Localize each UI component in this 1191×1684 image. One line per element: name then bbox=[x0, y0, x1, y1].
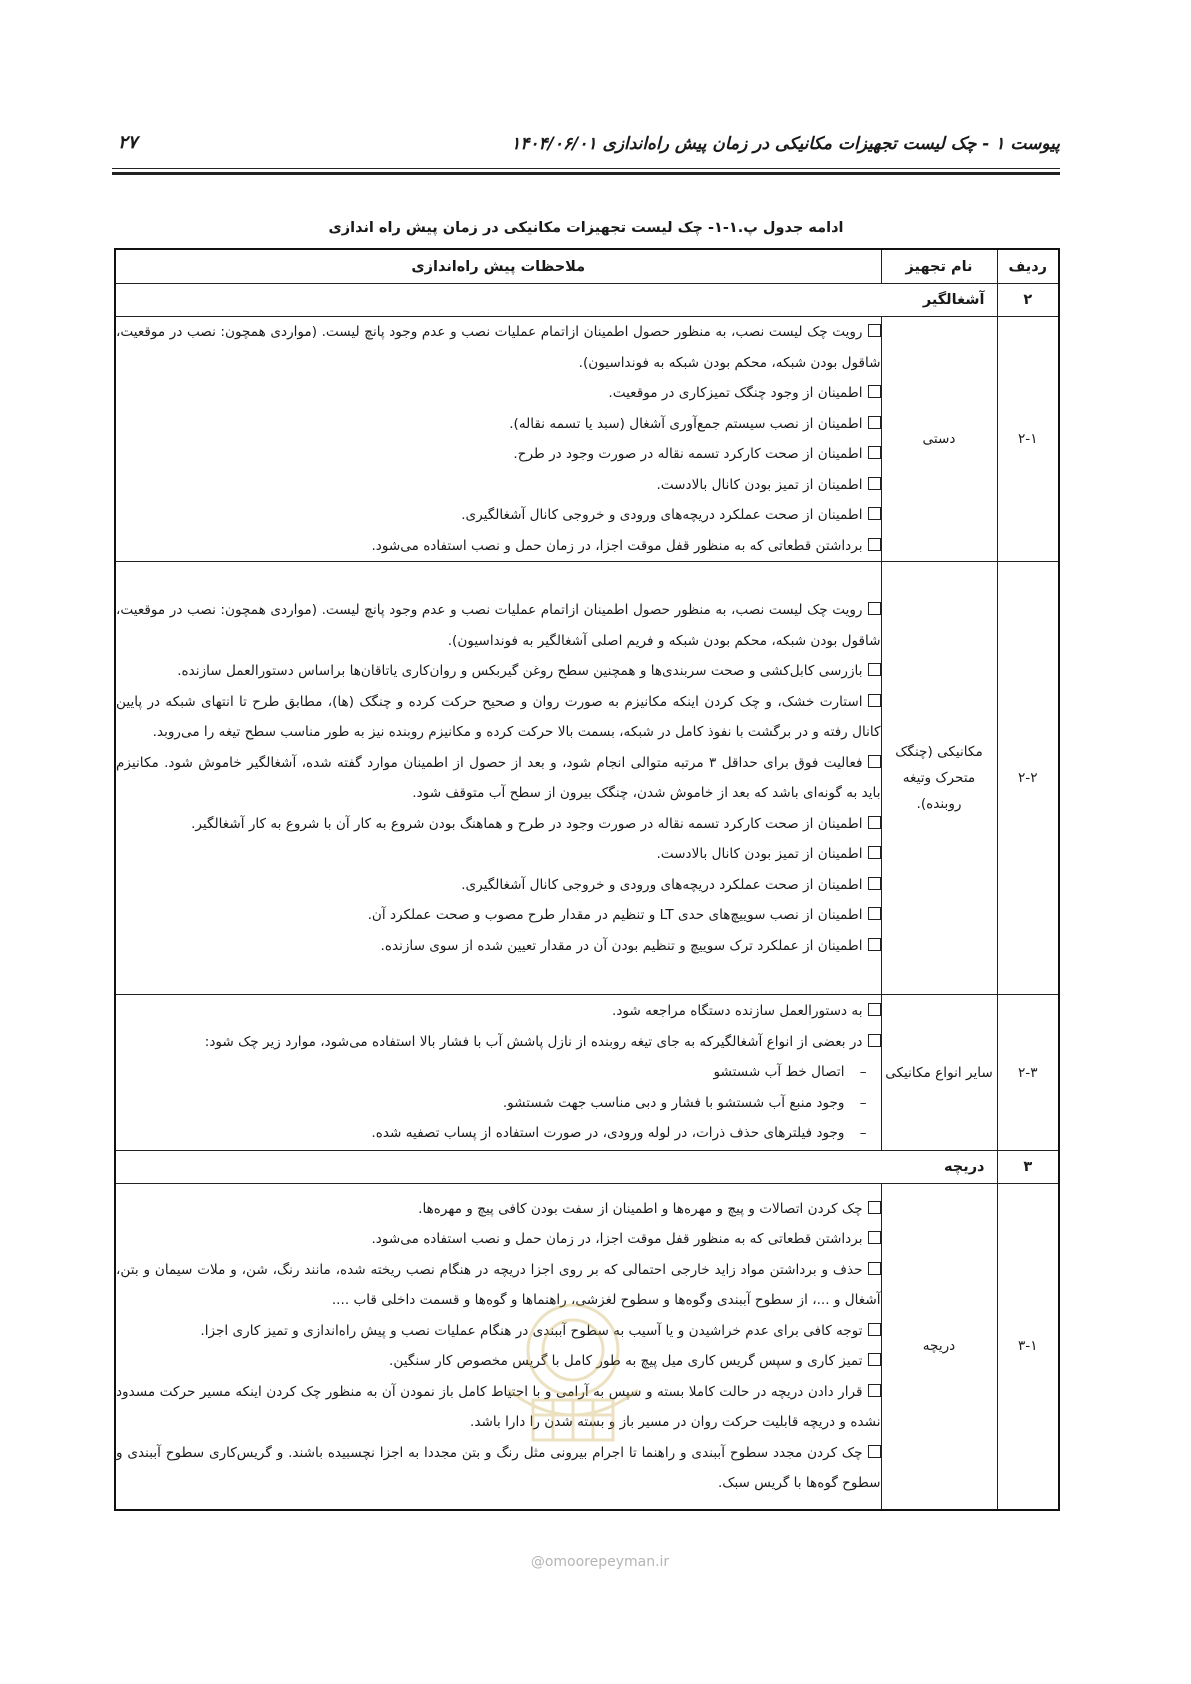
checkbox-icon bbox=[868, 602, 881, 615]
checkbox-icon bbox=[868, 755, 881, 768]
column-header-equipment: نام تجهیز bbox=[881, 249, 997, 284]
notes-cell bbox=[115, 995, 881, 1151]
equipment-name: مکانیکی (چنگک متحرک وتیغه روبنده). bbox=[881, 562, 997, 995]
table-row bbox=[115, 995, 1059, 1151]
column-header-notes: ملاحظات پیش راه‌اندازی bbox=[115, 249, 881, 284]
checklist-item: حذف و برداشتن مواد زاید خارجی احتمالی که بر روی اجزا دریچه در هنگام نصب ریخته شده، مانند رنگ، شن، و ملات سیمان و بتن، آشغال و ...، از سطوح آببندی وگوه‌ها و سطوح لغزشی، راهنماها و گوه‌ها و قسمت داخلی قاب .... bbox=[116, 1261, 881, 1309]
checkbox-icon bbox=[868, 1003, 881, 1016]
checklist-item: به دستورالعمل سازنده دستگاه مراجعه شود. bbox=[116, 996, 881, 1027]
sub-item: –وجود منبع آب شستشو با فشار و دبی مناسب جهت شستشو. bbox=[116, 1088, 881, 1119]
table-caption: ادامه جدول پ.۱-۱- چک لیست تجهیزات مکانیکی در زمان پیش راه اندازی bbox=[328, 220, 844, 236]
checklist-item: استارت خشک، و چک کردن اینکه مکانیزم به صورت روان و صحیح حرکت کرده و چنگک (ها)، مطابق طرح تا انتهای شبکه در پایین کانال رفته و در برگشت با نفوذ کامل در شبکه، بسمت بالا حرکت کرده و مکانیزم روبنده نیز به طور مناسب سطح تیغه را می‌روبد. bbox=[116, 693, 881, 740]
section-title: آشغالگیر bbox=[115, 284, 997, 317]
checkbox-icon bbox=[868, 846, 881, 859]
row-number: ۲-۲ bbox=[997, 562, 1059, 995]
checkbox-icon bbox=[868, 507, 881, 520]
dash-bullet: – bbox=[859, 1125, 867, 1142]
checkbox-icon bbox=[868, 538, 881, 551]
watermark-url: @omoorepeyman.ir bbox=[530, 1554, 670, 1570]
section-row bbox=[115, 1151, 1059, 1184]
checkbox-icon bbox=[868, 694, 881, 707]
checklist-item: رویت چک لیست نصب، به منظور حصول اطمینان ازاتمام عملیات نصب و عدم وجود پانچ لیست. (مواردی همچون: نصب در موقعیت، شاقول بودن شبکه، محکم بودن شبکه به فونداسیون). bbox=[116, 324, 881, 371]
checkbox-icon bbox=[868, 1323, 881, 1336]
at-icon: @ bbox=[530, 1554, 545, 1570]
checklist-item: اطمینان از صحت عملکرد دریچه‌های ورودی و خروجی کانال آشغالگیری. bbox=[116, 870, 881, 901]
section-number: ۳ bbox=[997, 1151, 1059, 1184]
column-header-row-no: ردیف bbox=[997, 249, 1059, 284]
checkbox-icon bbox=[868, 1445, 881, 1458]
row-number: ۲-۱ bbox=[997, 317, 1059, 562]
notes-cell bbox=[115, 562, 881, 995]
checklist-item: قرار دادن دریچه در حالت کاملا بسته و سپس به آرامی و با احتیاط کامل باز نمودن آن به منظور چک کردن اینکه مسیر حرکت مسدود نشده و دریچه قابلیت حرکت روان در مسیر باز و بسته شدن را دارا باشد. bbox=[116, 1383, 881, 1431]
checklist-item: برداشتن قطعاتی که به منظور قفل موقت اجزا، در زمان حمل و نصب استفاده می‌شود. bbox=[116, 531, 881, 562]
checkbox-icon bbox=[868, 1384, 881, 1397]
header-divider bbox=[112, 168, 1060, 169]
checkbox-icon bbox=[868, 1201, 881, 1214]
checklist-item: بازرسی کابل‌کشی و صحت سربندی‌ها و همچنین سطح روغن گیربکس و روان‌کاری یاتاقان‌ها براساس دستورالعمل سازنده. bbox=[116, 656, 881, 687]
checklist-item: اطمینان از صحت کارکرد تسمه نقاله در صورت وجود در طرح. bbox=[116, 439, 881, 470]
checklist-item: اطمینان از نصب سوییچ‌های حدی LT و تنظیم در مقدار طرح مصوب و صحت عملکرد آن. bbox=[116, 900, 881, 931]
equipment-name: دریچه bbox=[881, 1184, 997, 1510]
checklist-item: اطمینان از صحت عملکرد دریچه‌های ورودی و خروجی کانال آشغالگیری. bbox=[116, 500, 881, 531]
page-number: ۲۷ bbox=[118, 132, 138, 153]
checklist-item: در بعضی از انواع آشغالگیرکه به جای تیغه روبنده از نازل پاشش آب با فشار بالا استفاده می‌شود، موارد زیر چک شود: bbox=[116, 1027, 881, 1058]
header-divider-thick bbox=[112, 172, 1060, 175]
checklist-item: چک کردن اتصالات و پیچ و مهره‌ها و اطمینان از سفت بودن کافی پیچ و مهره‌ها. bbox=[116, 1194, 881, 1225]
checklist-item: اطمینان از نصب سیستم جمع‌آوری آشغال (سبد یا تسمه نقاله). bbox=[116, 409, 881, 440]
equipment-name: دستی bbox=[881, 317, 997, 562]
table-row bbox=[115, 317, 1059, 562]
table-header-row bbox=[115, 249, 1059, 284]
checklist-item: اطمینان از وجود چنگک تمیزکاری در موقعیت. bbox=[116, 378, 881, 409]
table-row bbox=[115, 562, 1059, 995]
sub-item: –اتصال خط آب شستشو bbox=[116, 1057, 881, 1088]
checklist-item: تمیز کاری و سپس گریس کاری میل پیچ به طور کامل با گریس مخصوص کار سنگین. bbox=[116, 1346, 881, 1377]
notes-cell bbox=[115, 317, 881, 562]
checkbox-icon bbox=[868, 1231, 881, 1244]
checkbox-icon bbox=[868, 324, 881, 337]
checkbox-icon bbox=[868, 663, 881, 676]
checkbox-icon bbox=[868, 446, 881, 459]
checklist-item: توجه کافی برای عدم خراشیدن و یا آسیب به سطوح آببندی در هنگام عملیات نصب و پیش راه‌اندازی و تمیز کاری اجزا. bbox=[116, 1316, 881, 1347]
checkbox-icon bbox=[868, 416, 881, 429]
equipment-name: سایر انواع مکانیکی bbox=[881, 995, 997, 1151]
checkbox-icon bbox=[868, 816, 881, 829]
checkbox-icon bbox=[868, 938, 881, 951]
checkbox-icon bbox=[868, 877, 881, 890]
dash-bullet: – bbox=[859, 1064, 867, 1081]
checklist-item: اطمینان از صحت کارکرد تسمه نقاله در صورت وجود در طرح و هماهنگ بودن شروع به کار آن با شروع به کار آشغالگیر. bbox=[116, 809, 881, 840]
row-number: ۲-۳ bbox=[997, 995, 1059, 1151]
dash-bullet: – bbox=[859, 1094, 867, 1111]
checklist-item: اطمینان از تمیز بودن کانال بالادست. bbox=[116, 470, 881, 501]
checklist-item: اطمینان از عملکرد ترک سوییچ و تنظیم بودن آن در مقدار تعیین شده از سوی سازنده. bbox=[116, 931, 881, 962]
watermark-logo bbox=[478, 1290, 668, 1460]
page-header bbox=[112, 128, 1060, 168]
section-title: دریچه bbox=[115, 1151, 997, 1184]
checklist-item: رویت چک لیست نصب، به منظور حصول اطمینان ازاتمام عملیات نصب و عدم وجود پانچ لیست. (مواردی همچون: نصب در موقعیت، شاقول بودن شبکه، محکم بودن شبکه و فریم اصلی آشغالگیر به فونداسیون). bbox=[116, 602, 881, 649]
checklist-item: اطمینان از تمیز بودن کانال بالادست. bbox=[116, 839, 881, 870]
section-number: ۲ bbox=[997, 284, 1059, 317]
checklist-item: فعالیت فوق برای حداقل ۳ مرتبه متوالی انجام شود، و بعد از حصول از اطمینان موارد گفته شده، آشغالگیر خاموش شود. مکانیزم باید به گونه‌ای باشد که بعد از خاموش شدن، چنگک بیرون از سطح آب متوقف شود. bbox=[116, 754, 881, 801]
checkbox-icon bbox=[868, 1262, 881, 1275]
checklist-item: چک کردن مجدد سطوح آببندی و راهنما تا اجرام بیرونی مثل رنگ و بتن مجددا به اجزا نچسبیده باشند. و گریس‌کاری سطوح آببندی و سطوح گوه‌ها با گریس سبک. bbox=[116, 1444, 881, 1492]
checkbox-icon bbox=[868, 1353, 881, 1366]
header-title: پیوست ۱ - چک لیست تجهیزات مکانیکی در زمان پیش راه‌اندازی ۱۴۰۴/۰۶/۰۱ bbox=[511, 134, 1060, 154]
checkbox-icon bbox=[868, 477, 881, 490]
section-row bbox=[115, 284, 1059, 317]
sub-item: –وجود فیلترهای حذف ذرات، در لوله ورودی، در صورت استفاده از پساب تصفیه شده. bbox=[116, 1118, 881, 1149]
checkbox-icon bbox=[868, 907, 881, 920]
row-number: ۳-۱ bbox=[997, 1184, 1059, 1510]
checkbox-icon bbox=[868, 1034, 881, 1047]
checkbox-icon bbox=[868, 385, 881, 398]
checklist-item: برداشتن قطعاتی که به منظور قفل موقت اجزا، در زمان حمل و نصب استفاده می‌شود. bbox=[116, 1224, 881, 1255]
